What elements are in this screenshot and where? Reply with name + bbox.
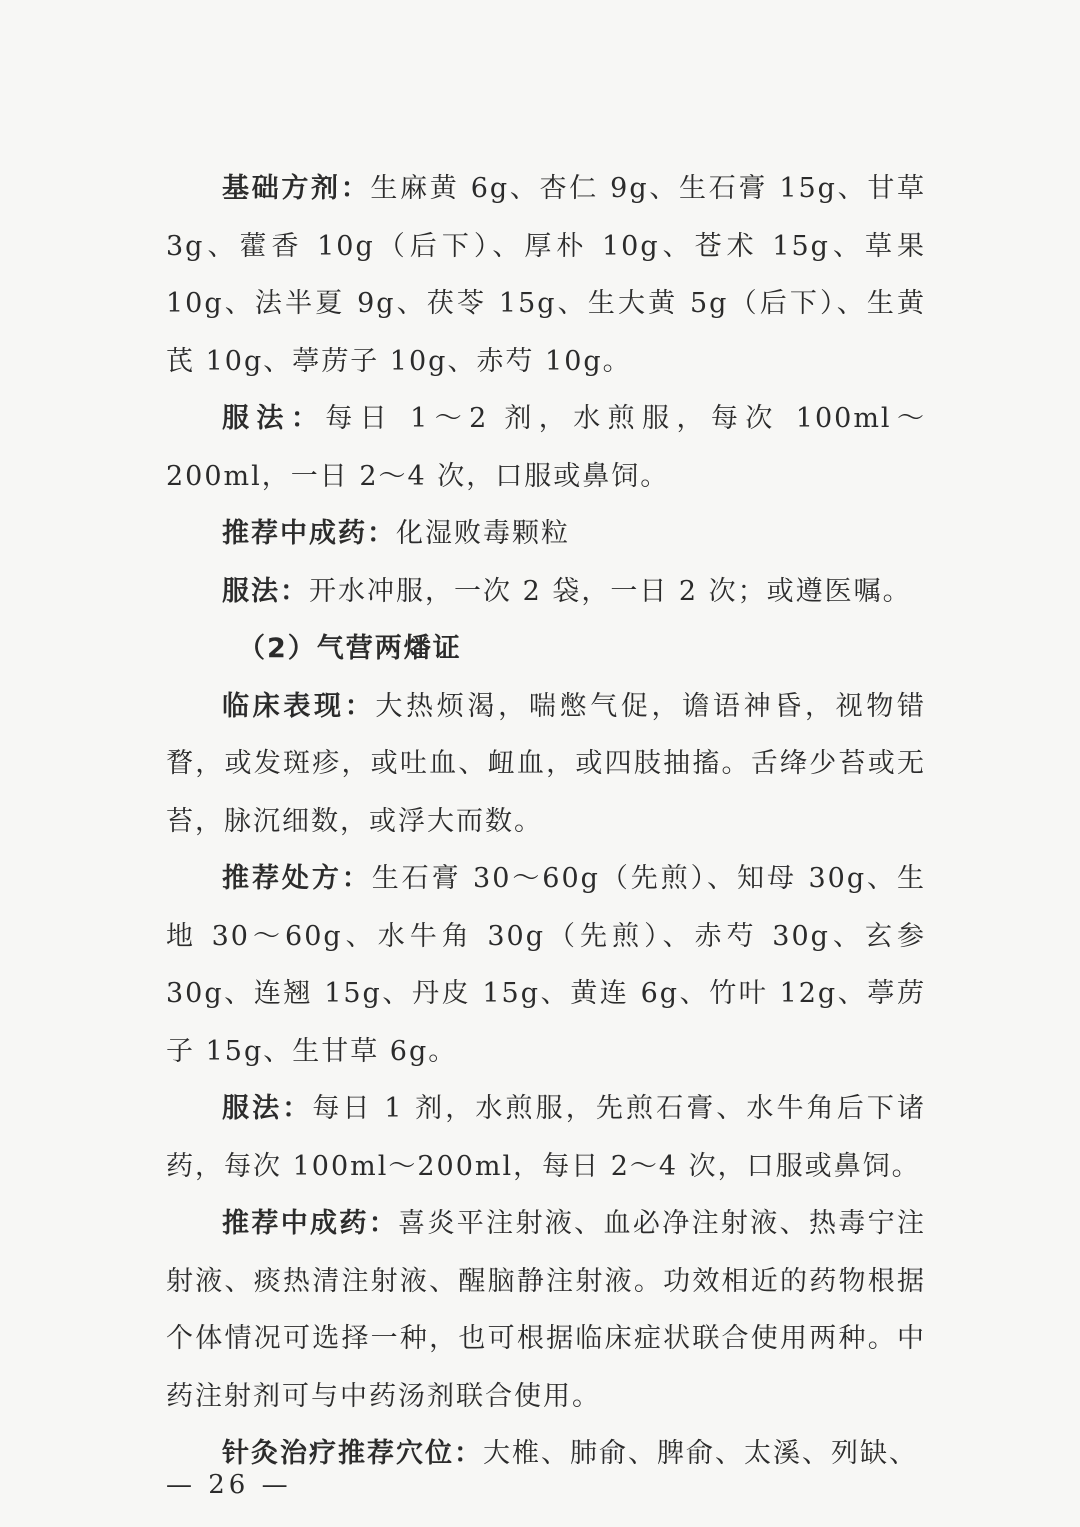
paragraph-text: 每日 1～2 剂，水煎服，每次 100ml～200ml，一日 2～4 次，口服或鼻饲。	[166, 403, 926, 492]
paragraph-label: 服法：	[222, 403, 326, 434]
paragraph-patent-medicine	[166, 1195, 926, 1425]
paragraph-patent-medicine	[166, 505, 926, 563]
section-heading-label: （2）气营两燔证	[238, 633, 462, 664]
paragraph-dosage	[166, 390, 926, 505]
paragraph-text: 开水冲服，一次 2 袋，一日 2 次；或遵医嘱。	[309, 575, 912, 607]
paragraph-text: 生麻黄 6g、杏仁 9g、生石膏 15g、甘草 3g、藿香 10g（后下）、厚朴 10g、苍术 15g、草果 10g、法半夏 9g、茯苓 15g、生大黄 5g（后下）、生黄芪 10g、葶苈子 10g、赤芍 10g。	[166, 173, 927, 377]
paragraph-label: 推荐处方：	[222, 863, 372, 894]
paragraph-text: 每日 1 剂，水煎服，先煎石膏、水牛角后下诸药，每次 100ml～200ml，每日 2～4 次，口服或鼻饲。	[166, 1093, 927, 1182]
paragraph-dosage	[166, 1080, 926, 1195]
paragraph-text: 生石膏 30～60g（先煎）、知母 30g、生地 30～60g、水牛角 30g（先煎）、赤芍 30g、玄参 30g、连翘 15g、丹皮 15g、黄连 6g、竹叶 12g、葶苈子 15g、生甘草 6g。	[166, 863, 926, 1067]
paragraph-label: 推荐中成药：	[222, 518, 396, 549]
paragraph-text: 大热烦渴，喘憋气促，谵语神昏，视物错瞀，或发斑疹，或吐血、衄血，或四肢抽搐。舌绛少苔或无苔，脉沉细数，或浮大而数。	[166, 690, 927, 837]
paragraph-text: 喜炎平注射液、血必净注射液、热毒宁注射液、痰热清注射液、醒脑静注射液。功效相近的药物根据个体情况可选择一种，也可根据临床症状联合使用两种。中药注射剂可与中药汤剂联合使用。	[166, 1208, 927, 1412]
paragraph-label: 推荐中成药：	[222, 1208, 399, 1239]
paragraph-label: 基础方剂：	[222, 173, 371, 204]
paragraph-label: 针灸治疗推荐穴位：	[222, 1438, 483, 1469]
paragraph-label: 临床表现：	[222, 690, 376, 722]
paragraph-base-formula	[166, 160, 926, 390]
paragraph-label: 服法：	[222, 575, 309, 607]
page-number: — 26 —	[166, 1470, 292, 1500]
paragraph-text: 大椎、肺俞、脾俞、太溪、列缺、	[483, 1438, 918, 1469]
paragraph-text: 化湿败毒颗粒	[396, 518, 570, 549]
paragraph-clinical-manifestation	[166, 678, 926, 851]
section-heading	[166, 620, 926, 678]
paragraph-recommended-prescription	[166, 850, 926, 1080]
paragraph-label: 服法：	[222, 1093, 313, 1124]
paragraph-dosage	[166, 563, 926, 621]
document-body	[166, 160, 926, 1483]
